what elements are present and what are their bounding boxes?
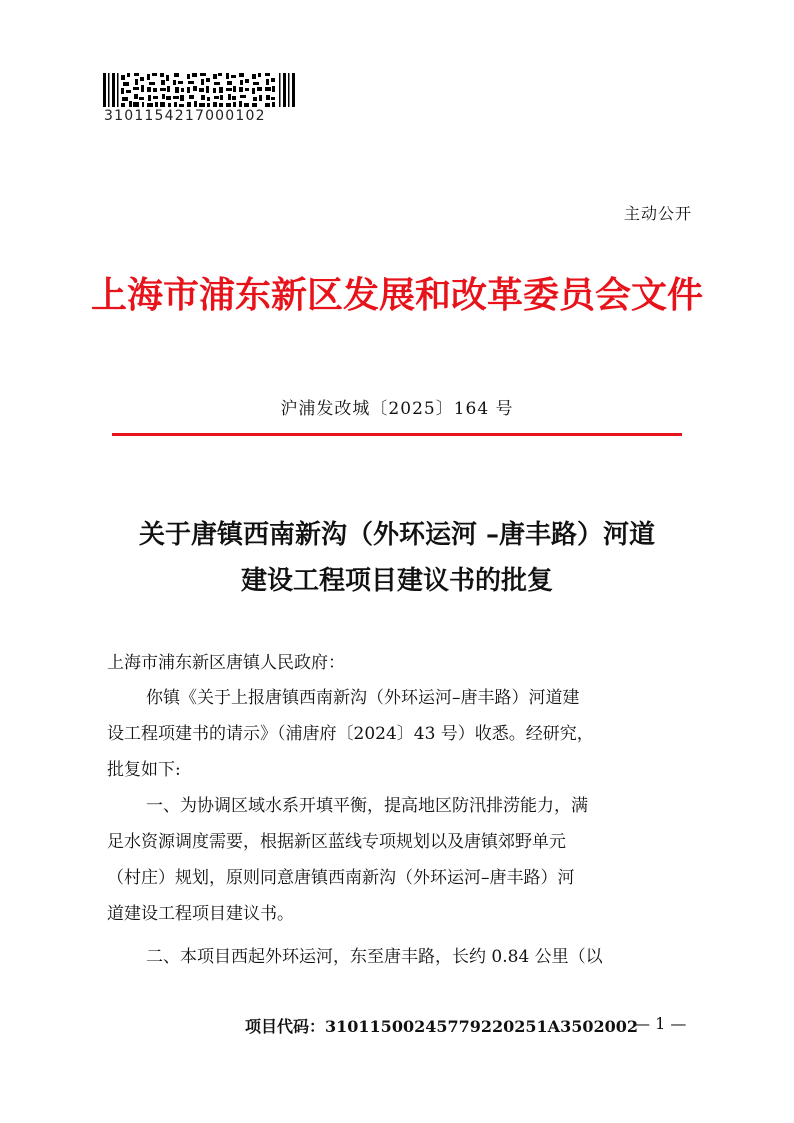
paragraph-line: 二、本项目西起外环运河，东至唐丰路，长约 0.84 公里（以 bbox=[146, 947, 603, 967]
addressee: 上海市浦东新区唐镇人民政府： bbox=[107, 653, 345, 673]
paragraph-line: 足水资源调度需要，根据新区蓝线专项规划以及唐镇郊野单元 bbox=[107, 832, 566, 852]
disclosure-label: 主动公开 bbox=[623, 204, 692, 223]
body-paragraph-2 bbox=[107, 788, 693, 932]
body-paragraph-3 bbox=[107, 939, 693, 975]
agency-masthead-title: 上海市浦东新区发展和改革委员会文件 bbox=[90, 274, 703, 316]
project-code-label: 项目代码： bbox=[245, 1017, 326, 1036]
document-title-line: 关于唐镇西南新沟（外环运河 –唐丰路）河道 bbox=[138, 520, 656, 550]
document-title-line: 建设工程项目建议书的批复 bbox=[240, 566, 553, 596]
project-code bbox=[245, 1014, 638, 1037]
document-title bbox=[60, 512, 734, 604]
paragraph-line: 一、为协调区域水系开填平衡，提高地区防汛排涝能力，满 bbox=[146, 796, 588, 816]
paragraph-line: 批复如下: bbox=[107, 760, 181, 780]
body-paragraph-1 bbox=[107, 680, 693, 788]
barcode-number: 3101154217000102 bbox=[104, 108, 266, 124]
red-divider-rule bbox=[112, 433, 682, 436]
paragraph-line: 你镇《关于上报唐镇西南新沟（外环运河–唐丰路）河道建 bbox=[146, 688, 580, 708]
project-code-value: 31011500245779220251A3502002 bbox=[325, 1017, 639, 1036]
page-number: — 1 — bbox=[634, 1014, 687, 1033]
paragraph-line: 道建设工程项目建议书。 bbox=[107, 904, 294, 924]
barcode bbox=[103, 73, 295, 107]
paragraph-line: 设工程项建书的请示》（浦唐府〔2024〕43 号）收悉。经研究， bbox=[107, 724, 594, 744]
document-number: 沪浦发改城〔2025〕164 号 bbox=[280, 399, 514, 419]
paragraph-line: （村庄）规划，原则同意唐镇西南新沟（外环运河–唐丰路）河 bbox=[107, 868, 575, 888]
